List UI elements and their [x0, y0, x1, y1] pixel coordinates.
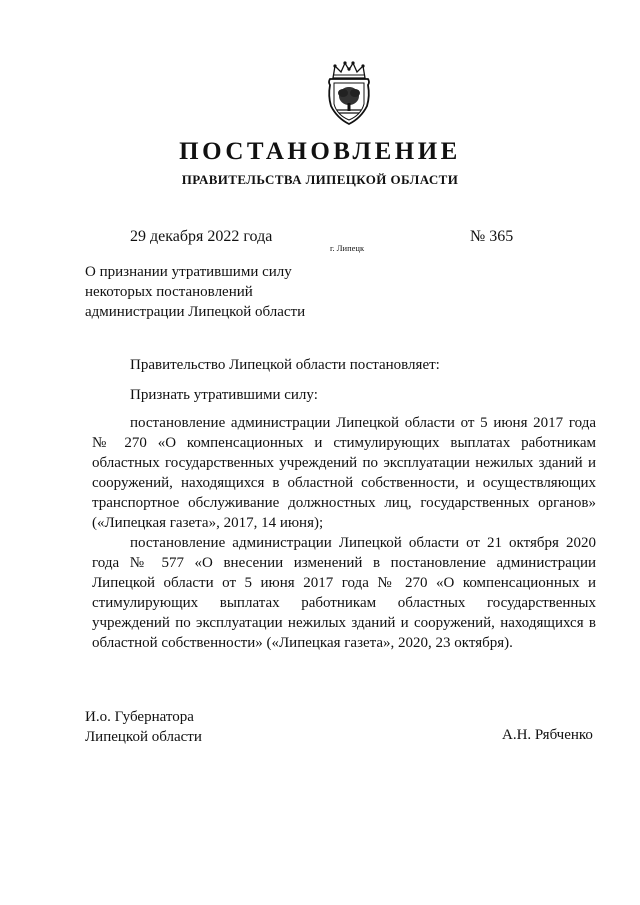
decree-body	[92, 355, 596, 653]
decree-heading	[85, 262, 345, 322]
heading-line-1: О признании утратившими силу	[85, 264, 292, 280]
signer-position-line-2: Липецкой области	[85, 729, 202, 745]
repealed-item-2: постановление администрации Липецкой области от 21 октября 2020 года № 577 «О внесении изменений в постановление администрации Липецкой области от 5 июня 2017 года № 270 «О компенсационных и стимулирующих выплатах работникам областных государственных учреждений по эксплуатации нежилых зданий и сооружений, находящихся в областной собственности» («Липецкая газета», 2020, 23 октября).	[92, 535, 596, 651]
heading-line-2: некоторых постановлений	[85, 284, 253, 300]
decree-date: 29 декабря 2022 года	[130, 228, 273, 245]
recognize-statement: Признать утратившими силу:	[130, 387, 318, 403]
repealed-item-1: постановление администрации Липецкой области от 5 июня 2017 года № 270 «О компенсационных и стимулирующих выплатах работникам областных государственных учреждений по эксплуатации нежилых зданий и сооружений, находящихся в областной собственности, и осуществляющих транспортное обслуживание должностных лиц, государственных органов» («Липецкая газета», 2017, 14 июня);	[92, 415, 596, 531]
signer-position	[85, 707, 202, 747]
signer-position-line-1: И.о. Губернатора	[85, 709, 194, 725]
document-subtitle: ПРАВИТЕЛЬСТВА ЛИПЕЦКОЙ ОБЛАСТИ	[181, 172, 459, 187]
decree-city: г. Липецк	[330, 243, 365, 253]
heading-line-3: администрации Липецкой области	[85, 304, 306, 320]
decree-number: № 365	[470, 228, 514, 245]
coat-of-arms-icon	[325, 60, 373, 126]
signer-name: А.Н. Рябченко	[502, 727, 593, 743]
decree-statement: Правительство Липецкой области постановляет:	[130, 357, 440, 373]
document-title: ПОСТАНОВЛЕНИЕ	[179, 138, 461, 165]
